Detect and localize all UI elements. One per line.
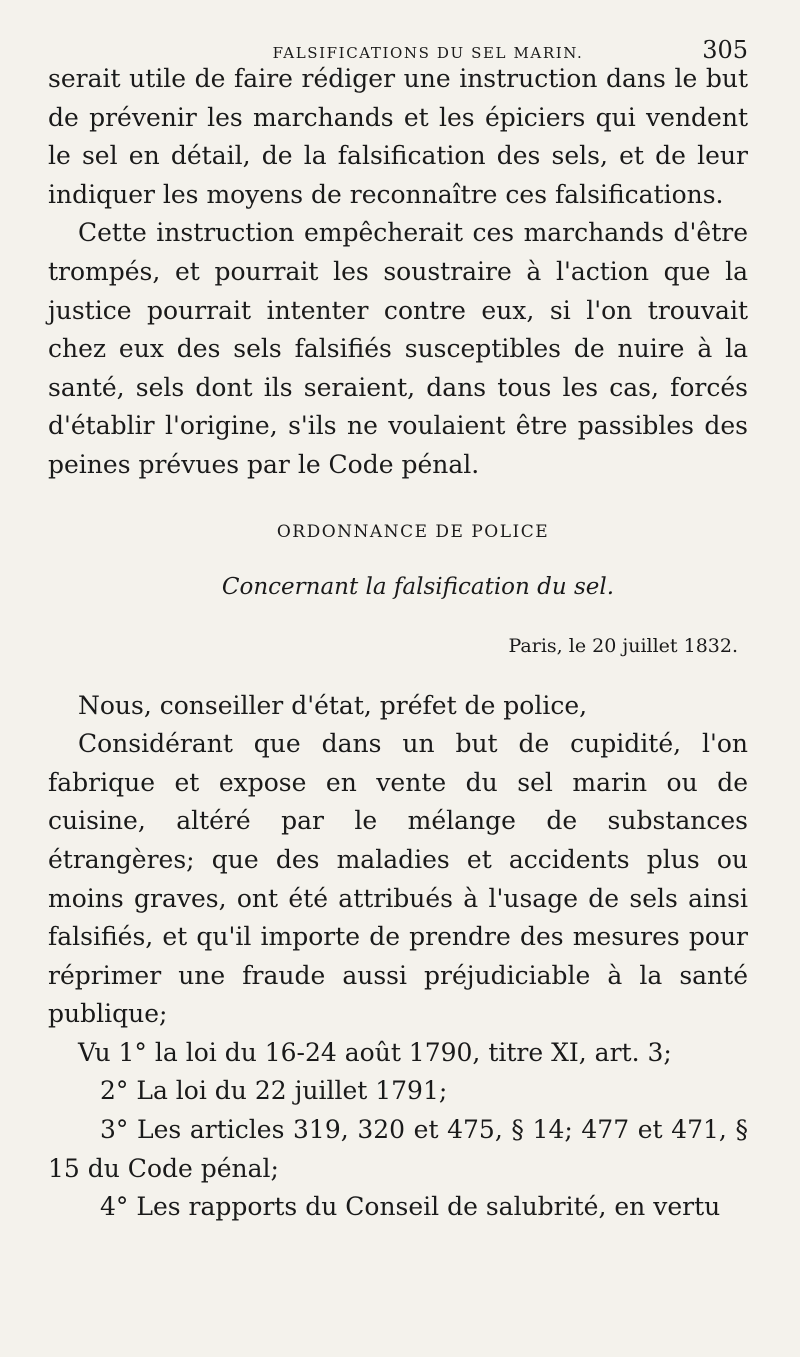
- body-text: [48, 60, 748, 485]
- vu-item: 4° Les rapports du Conseil de salubrité, en vertu: [100, 1192, 721, 1222]
- running-title: FALSIFICATIONS DU SEL MARIN.: [272, 44, 584, 62]
- intro-paragraph: Cette instruction empêcherait ces marchands d'être trompés, et pourrait les soustraire à l'action que la justice pourrait intenter contre eux, si l'on trouvait chez eux des sels falsifiés susceptibles de nuire à la santé, sels dont ils seraient, dans tous les cas, forcés d'établir l'origine, s'ils ne voulaient être passibles des peines prévues par le Code pénal.: [48, 218, 748, 479]
- running-head: [48, 0, 748, 64]
- ordinance-body: [48, 687, 748, 1227]
- ordinance-considerant: Considérant que dans un but de cupidité, l'on fabrique et expose en vente du sel marin ou de cuisine, altéré par le mélange de substances étrangères; que des maladies et accidents plus ou moins graves, ont été attribués à l'usage de sels ainsi falsifiés, et qu'il importe de prendre des mesures pour réprimer une fraude aussi préjudiciable à la santé publique;: [48, 729, 748, 1029]
- ordinance-heading: ORDONNANCE DE POLICE: [276, 521, 550, 542]
- intro-paragraph-continued: serait utile de faire rédiger une instruction dans le but de prévenir les marchands et les épiciers qui vendent le sel en détail, de la falsification des sels, et de leur indiquer les moyens de reconnaître ces falsifications.: [48, 64, 748, 209]
- vu-item: 2° La loi du 22 juillet 1791;: [100, 1076, 448, 1106]
- vu-item: 3° Les articles 319, 320 et 475, § 14; 477 et 471, § 15 du Code pénal;: [48, 1115, 748, 1183]
- page-number: 305: [702, 36, 748, 64]
- vu-item: Vu 1° la loi du 16-24 août 1790, titre XI, art. 3;: [78, 1037, 672, 1067]
- ordinance-preamble: Nous, conseiller d'état, préfet de police,: [78, 690, 588, 720]
- ordinance-dateline: Paris, le 20 juillet 1832.: [508, 634, 738, 657]
- ordinance-subtitle: Concernant la falsification du sel.: [221, 573, 615, 600]
